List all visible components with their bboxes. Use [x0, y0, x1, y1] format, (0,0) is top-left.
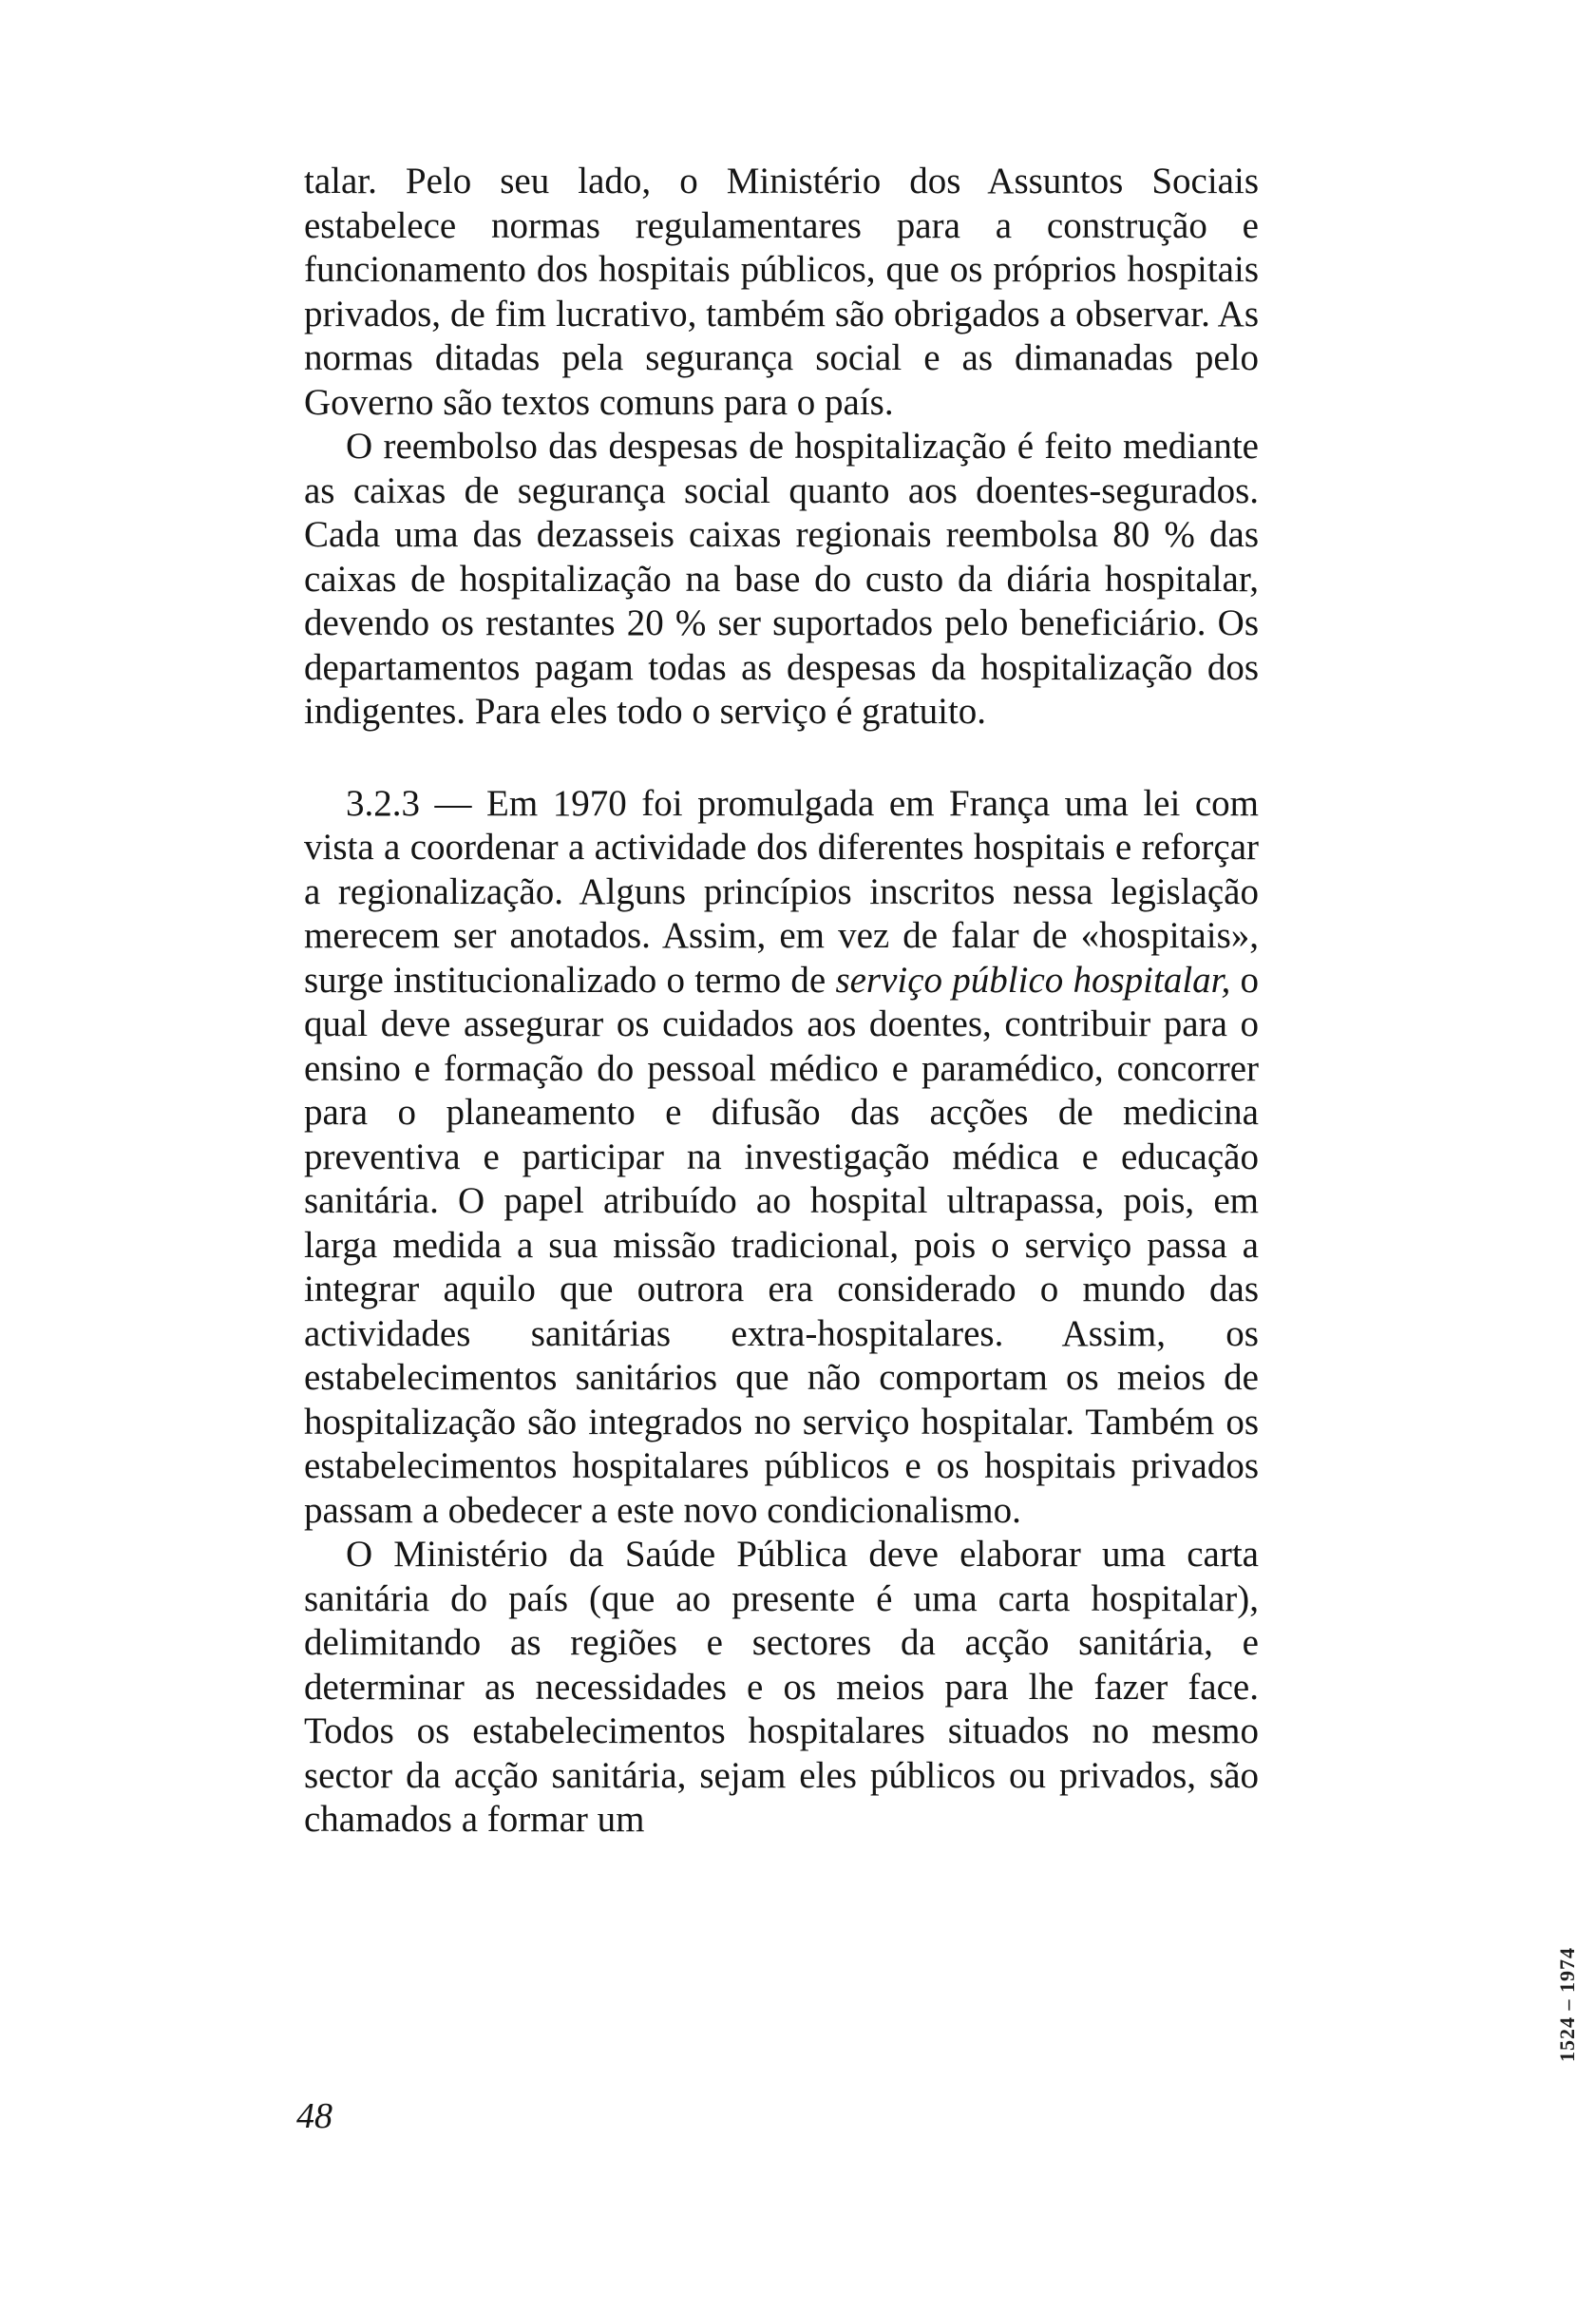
section-3-2-3-text-end: o qual deve assegurar os cuidados aos doentes, contribuir para o ensino e formação do pessoal médico e paramédico, concorrer para o planeamento e difusão das acções de medicina preventiva e participar na investigação médica e educação sanitária. O papel atribuído ao hospital ultrapassa, pois, em larga medida a sua missão tradicional, pois o serviço passa a integrar aquilo que outrora era considerado o mundo das actividades sanitárias extra-hospitalares. Assim, os estabelecimentos sanitários que não comportam os meios de hospitalização são integrados no serviço hospitalar. Também os estabelecimentos hospitalares públicos e os hospitais privados passam a obedecer a este novo condicionalismo.: [304, 959, 1260, 1531]
paragraph-health-map: O Ministério da Saúde Pública deve elaborar uma carta sanitária do país (que ao presente é uma carta hospitalar), delimitando as regiões e sectores da acção sanitária, e determinar as necessidades e os meios para lhe fazer face. Todos os estabelecimentos hospitalares situados no mesmo sector da acção sanitária, sejam eles públicos ou privados, são chamados a formar um: [304, 1534, 1259, 1840]
emphasized-term: serviço público hospitalar,: [835, 959, 1231, 1001]
paragraph-reimbursement: O reembolso das despesas de hospitalização é feito mediante as caixas de segurança social quanto aos doentes-segurados. Cada uma das dezasseis caixas regionais reembolsa 80 % das caixas de hospitalização na base do custo da diária hospitalar, devendo os restantes 20 % ser suportados pelo beneficiário. Os departamentos pagam todas as despesas da hospitalização dos indigentes. Para eles todo o serviço é gratuito.: [304, 426, 1259, 732]
side-margin-mark: 1524 – 1974: [1555, 1947, 1579, 2062]
body-text: [304, 160, 1259, 1843]
paragraph-section-3-2-3: [304, 782, 1259, 1534]
section-3-2-3-text-start: 3.2.3 — Em 1970 foi promulgada em França uma lei com vista a coordenar a actividade dos diferentes hospitais e reforçar a regionalização. Alguns princípios inscritos nessa legislação merecem ser anotados. Assim, em vez de falar de «hospitais», surge institucionalizado o termo de: [304, 782, 1259, 1001]
page-number: 48: [296, 2096, 332, 2136]
paragraph-continuation: talar. Pelo seu lado, o Ministério dos Assuntos Sociais estabelece normas regulamentares para a construção e funcionamento dos hospitais públicos, que os próprios hospitais privados, de fim lucrativo, também são obrigados a observar. As normas ditadas pela segurança social e as dimanadas pelo Governo são textos comuns para o país.: [304, 161, 1259, 423]
